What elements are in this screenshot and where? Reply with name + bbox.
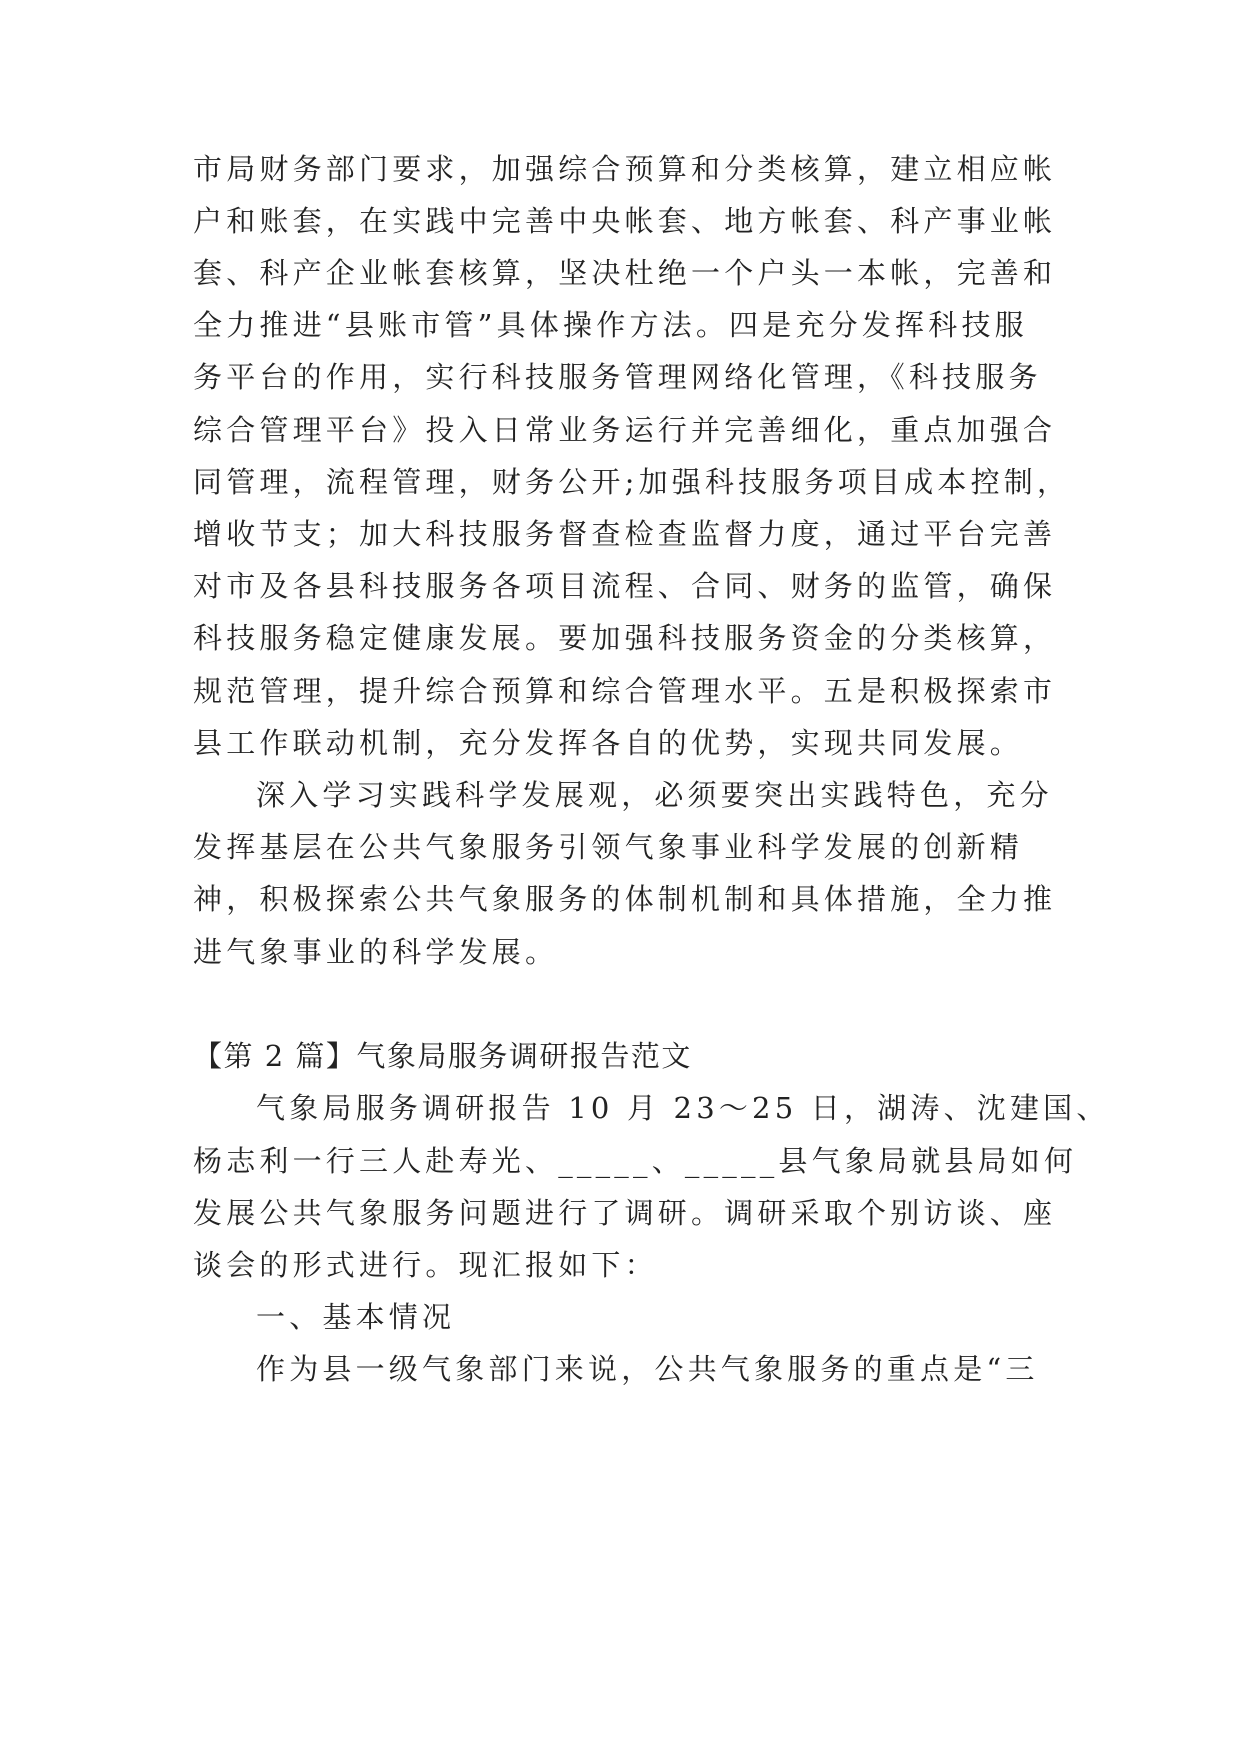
paragraph-line: 增收节支；加大科技服务督查检查监督力度，通过平台完善 xyxy=(193,517,1057,551)
paragraph-line: 县工作联动机制，充分发挥各自的优势，实现共同发展。 xyxy=(193,726,1024,760)
paragraph-line: 气象局服务调研报告 10 月 23～25 日，湖涛、沈建国、 xyxy=(256,1091,1110,1125)
paragraph-line: 务平台的作用，实行科技服务管理网络化管理，《科技服务 xyxy=(193,360,1042,394)
paragraph-line: 进气象事业的科学发展。 xyxy=(193,935,559,969)
paragraph-line: 谈会的形式进行。现汇报如下： xyxy=(193,1248,658,1282)
paragraph-line: 套、科产企业帐套核算，坚决杜绝一个户头一本帐，完善和 xyxy=(193,256,1057,290)
paragraph-line: 市局财务部门要求，加强综合预算和分类核算，建立相应帐 xyxy=(193,152,1057,186)
paragraph-line: 科技服务稳定健康发展。要加强科技服务资金的分类核算， xyxy=(193,621,1057,655)
paragraph-line: 同管理，流程管理，财务公开;加强科技服务项目成本控制， xyxy=(193,465,1071,499)
paragraph-line: 户和账套，在实践中完善中央帐套、地方帐套、科产事业帐 xyxy=(193,204,1057,238)
paragraph-line: 杨志利一行三人赴寿光、_____、_____县气象局就县局如何 xyxy=(193,1144,1078,1178)
subheading: 一、基本情况 xyxy=(256,1300,456,1334)
paragraph-line: 全力推进“县账市管”具体操作方法。四是充分发挥科技服 xyxy=(193,308,1028,342)
paragraph-line: 发展公共气象服务问题进行了调研。调研采取个别访谈、座 xyxy=(193,1196,1057,1230)
section-heading: 【第 2 篇】气象局服务调研报告范文 xyxy=(193,1039,692,1073)
paragraph-line: 发挥基层在公共气象服务引领气象事业科学发展的创新精 xyxy=(193,830,1024,864)
paragraph-line: 综合管理平台》投入日常业务运行并完善细化，重点加强合 xyxy=(193,413,1057,447)
paragraph-line: 对市及各县科技服务各项目流程、合同、财务的监管，确保 xyxy=(193,569,1057,603)
paragraph-line: 神，积极探索公共气象服务的体制机制和具体措施，全力推 xyxy=(193,882,1057,916)
paragraph-line: 规范管理，提升综合预算和综合管理水平。五是积极探索市 xyxy=(193,674,1057,708)
paragraph-line: 深入学习实践科学发展观，必须要突出实践特色，充分 xyxy=(256,778,1053,812)
paragraph-line: 作为县一级气象部门来说，公共气象服务的重点是“三 xyxy=(256,1352,1039,1386)
